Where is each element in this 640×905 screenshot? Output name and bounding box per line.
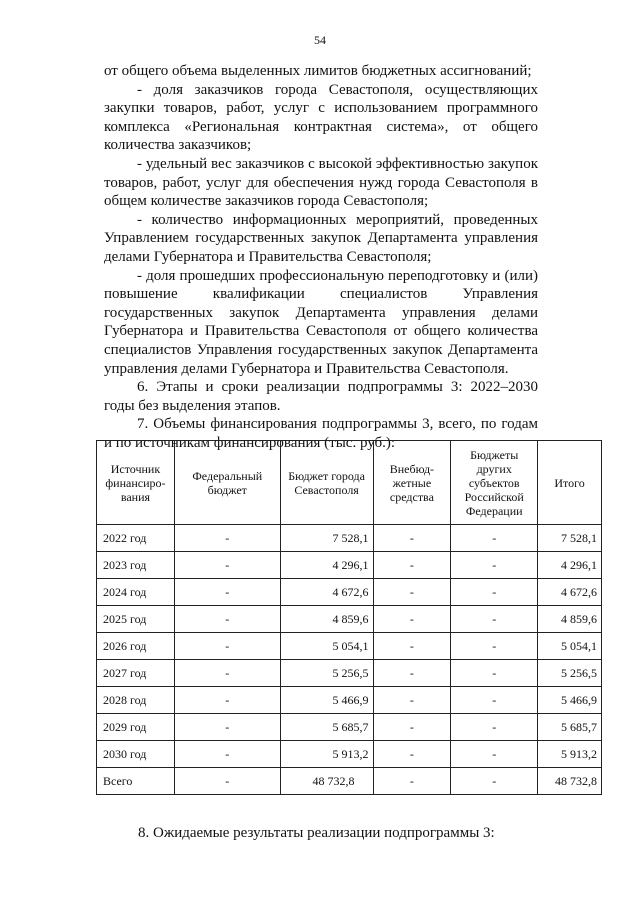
cell-federal: -: [174, 714, 280, 741]
cell-other-subjects: -: [451, 741, 538, 768]
paragraph-funding-volumes: 7. Объемы финансирования подпрограммы 3, всего, по годам и по источникам финансирования (тыс. руб.):: [104, 416, 538, 451]
cell-other-subjects: -: [451, 579, 538, 606]
cell-other-subjects: -: [451, 768, 538, 795]
cell-extrabudget: -: [373, 606, 451, 633]
section-heading-expected-results: 8. Ожидаемые результаты реализации подпрограммы 3:: [138, 825, 495, 841]
cell-total: 4 296,1: [538, 552, 602, 579]
col-header-source: Источник финансиро-вания: [97, 441, 175, 525]
cell-federal: -: [174, 768, 280, 795]
table-total-row: [97, 768, 602, 795]
cell-city-budget: 4 672,6: [280, 579, 373, 606]
cell-total: 48 732,8: [538, 768, 602, 795]
cell-federal: -: [174, 579, 280, 606]
cell-other-subjects: -: [451, 552, 538, 579]
cell-year: 2024 год: [97, 579, 175, 606]
table-row: [97, 579, 602, 606]
cell-extrabudget: -: [373, 525, 451, 552]
cell-city-budget: 5 685,7: [280, 714, 373, 741]
cell-total: 4 859,6: [538, 606, 602, 633]
cell-city-budget: 5 054,1: [280, 633, 373, 660]
cell-year: 2022 год: [97, 525, 175, 552]
table-header-row: [97, 441, 602, 525]
cell-city-budget: 7 528,1: [280, 525, 373, 552]
col-header-other-subjects: Бюджеты других субъектов Российской Федерации: [451, 441, 538, 525]
table-row: [97, 714, 602, 741]
cell-other-subjects: -: [451, 606, 538, 633]
paragraph-rcs-customers: - доля заказчиков города Севастополя, осуществляющих закупки товаров, работ, услуг с использованием программного комплекса «Региональная контрактная система», от общего количества заказчиков;: [104, 81, 538, 154]
funding-table: [96, 440, 602, 795]
cell-year: 2025 год: [97, 606, 175, 633]
cell-federal: -: [174, 606, 280, 633]
table-row: [97, 633, 602, 660]
cell-extrabudget: -: [373, 687, 451, 714]
cell-other-subjects: -: [451, 714, 538, 741]
cell-city-budget: 4 296,1: [280, 552, 373, 579]
cell-year: 2023 год: [97, 552, 175, 579]
paragraph-training-share: - доля прошедших профессиональную переподготовку и (или) повышение квалификации специалистов Управления государственных закупок Департамента управления делами Губернатора и Правительства Севастополя от общего количества специалистов Управления государственных закупок Департамента управления делами Губернатора и Правительства Севастополя.: [104, 267, 538, 377]
cell-year: 2029 год: [97, 714, 175, 741]
cell-year: 2030 год: [97, 741, 175, 768]
cell-total: 5 685,7: [538, 714, 602, 741]
cell-other-subjects: -: [451, 687, 538, 714]
cell-city-budget: 5 466,9: [280, 687, 373, 714]
table-row: [97, 741, 602, 768]
document-body: [104, 62, 538, 452]
table-row: [97, 687, 602, 714]
cell-extrabudget: -: [373, 633, 451, 660]
table-row: [97, 552, 602, 579]
cell-total: 7 528,1: [538, 525, 602, 552]
cell-federal: -: [174, 660, 280, 687]
cell-other-subjects: -: [451, 525, 538, 552]
cell-federal: -: [174, 525, 280, 552]
cell-year: 2027 год: [97, 660, 175, 687]
cell-federal: -: [174, 633, 280, 660]
table-row: [97, 660, 602, 687]
paragraph-stages: 6. Этапы и сроки реализации подпрограммы 3: 2022–2030 годы без выделения этапов.: [104, 379, 538, 414]
cell-federal: -: [174, 687, 280, 714]
cell-extrabudget: -: [373, 579, 451, 606]
cell-city-budget: 4 859,6: [280, 606, 373, 633]
col-header-total: Итого: [538, 441, 602, 525]
cell-year: 2028 год: [97, 687, 175, 714]
cell-extrabudget: -: [373, 714, 451, 741]
paragraph-info-events: - количество информационных мероприятий, проведенных Управлением государственных закупок Департамента управления делами Губернатора и Правительства Севастополя;: [104, 211, 538, 265]
table-row: [97, 525, 602, 552]
cell-federal: -: [174, 552, 280, 579]
cell-extrabudget: -: [373, 660, 451, 687]
table-row: [97, 606, 602, 633]
cell-total: 4 672,6: [538, 579, 602, 606]
cell-other-subjects: -: [451, 633, 538, 660]
col-header-extrabudget: Внебюд-жетные средства: [373, 441, 451, 525]
cell-year: 2026 год: [97, 633, 175, 660]
cell-city-budget: 5 256,5: [280, 660, 373, 687]
cell-total: 5 913,2: [538, 741, 602, 768]
cell-city-budget: 48 732,8: [280, 768, 373, 795]
cell-total: 5 256,5: [538, 660, 602, 687]
paragraph-efficiency-share: - удельный вес заказчиков с высокой эффективностью закупок товаров, работ, услуг для обеспечения нужд города Севастополя в общем количестве заказчиков города Севастополя;: [104, 155, 538, 210]
col-header-federal: Федеральный бюджет: [174, 441, 280, 525]
cell-city-budget: 5 913,2: [280, 741, 373, 768]
paragraph-budget-limits: от общего объема выделенных лимитов бюджетных ассигнований;: [104, 63, 532, 79]
cell-total: 5 466,9: [538, 687, 602, 714]
cell-total-label: Всего: [97, 768, 175, 795]
col-header-city-budget: Бюджет города Севастополя: [280, 441, 373, 525]
cell-total: 5 054,1: [538, 633, 602, 660]
cell-federal: -: [174, 741, 280, 768]
page-number: 54: [314, 33, 326, 47]
cell-extrabudget: -: [373, 768, 451, 795]
cell-other-subjects: -: [451, 660, 538, 687]
cell-extrabudget: -: [373, 741, 451, 768]
cell-extrabudget: -: [373, 552, 451, 579]
